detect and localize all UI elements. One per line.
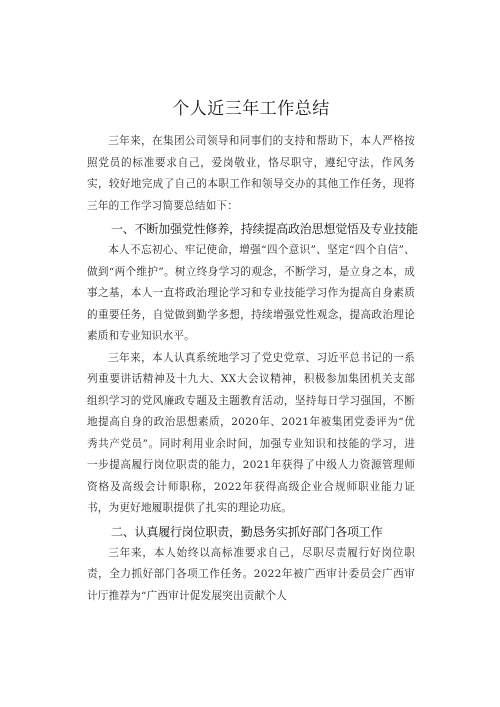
section1-paragraph-2: 三年来，本人认真系统地学习了党史党章、习近平总书记的一系列重要讲话精神及十九大、XX大会议精神，积极参加集团机关支部组织学习的党风廉政专题及主题教育活动，坚持每日学习强国，不断地提高自身的政治思想素质，2020年、2021年被集团党委评为“优秀共产党员”。同时利用业余时间，加强专业知识和技能的学习，进一步提高履行岗位职责的能力，2021年获得了中级人力资源管理师资格及高级会计师职称，2022年获得高级企业合规师职业能力证书，为更好地履职提供了扎实的理论功底。 <box>87 351 415 514</box>
section2-paragraph-1: 三年来，本人始终以高标准要求自己，尽职尽责履行好岗位职责，全力抓好部门各项工作任务。2022年被广西审计委员会广西审计厅推荐为“广西审计促发展突出贡献个人 <box>87 546 415 602</box>
section-heading-2: 二、认真履行岗位职责，勤恳务实抓好部门各项工作 <box>111 524 383 539</box>
document-body <box>87 94 418 607</box>
section-heading-1: 一、不断加强党性修养，持续提高政治思想觉悟及专业技能 <box>111 222 418 236</box>
section1-paragraph-1: 本人不忘初心、牢记使命，增强“四个意识”、坚定“四个自信”、做到“两个维护”。树立终身学习的观念，不断学习，是立身之本，成事之基，本人一直将政治理论学习和专业技能学习作为提高自身素质的重要任务，自觉做到勤学多想，持续增强党性观念，提高政治理论素质和专业知识水平。 <box>87 244 415 342</box>
document-title: 个人近三年工作总结 <box>172 99 330 119</box>
intro-paragraph: 三年来，在集团公司领导和同事们的支持和帮助下，本人严格按照党员的标准要求自己，爱岗敬业，恪尽职守，遵纪守法，作风务实，较好地完成了自己的本职工作和领导交办的其他工作任务，现将三年的工作学习简要总结如下： <box>87 135 415 212</box>
